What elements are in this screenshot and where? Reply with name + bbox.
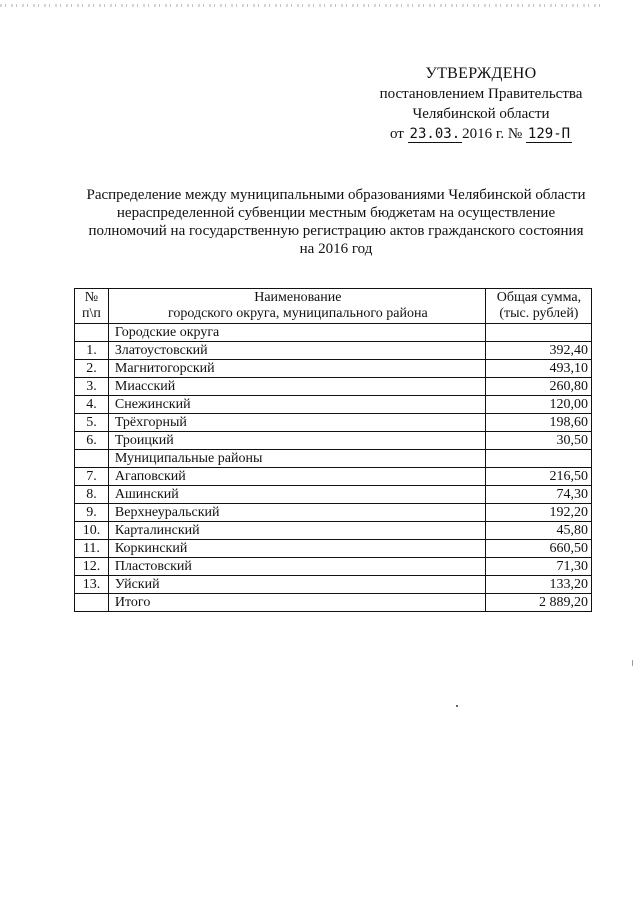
row-sum: 192,20: [485, 504, 591, 522]
table-header-row: [75, 289, 592, 324]
table-row: [75, 378, 592, 396]
row-number: 1.: [75, 342, 109, 360]
approval-heading: УТВЕРЖДЕНО: [425, 65, 537, 82]
table-row: [75, 342, 592, 360]
row-number: 11.: [75, 540, 109, 558]
row-name: Миасский: [108, 378, 485, 396]
total-label: Итого: [108, 594, 485, 612]
row-number: 3.: [75, 378, 109, 396]
row-name: Коркинский: [108, 540, 485, 558]
row-name: Ашинский: [108, 486, 485, 504]
approval-year: 2016 г. №: [462, 126, 523, 142]
table-row: [75, 360, 592, 378]
row-number: 8.: [75, 486, 109, 504]
approval-date: 23.03.: [409, 126, 461, 142]
approval-from-label: от: [389, 126, 404, 142]
total-sum: 2 889,20: [485, 594, 591, 612]
section-label: Городские округа: [108, 324, 485, 342]
header-sum-line-2: (тыс. рублей): [499, 306, 579, 321]
row-name: Верхнеуральский: [108, 504, 485, 522]
table-row: [75, 576, 592, 594]
header-name: [108, 289, 485, 324]
approval-date-line: [350, 124, 612, 144]
row-number: 7.: [75, 468, 109, 486]
approval-number: 129-П: [527, 126, 571, 142]
row-sum: 45,80: [485, 522, 591, 540]
distribution-table: [74, 288, 592, 612]
scan-artifact: [0, 4, 600, 7]
table-row: [75, 414, 592, 432]
row-number: 10.: [75, 522, 109, 540]
row-number: 12.: [75, 558, 109, 576]
row-name: Златоустовский: [108, 342, 485, 360]
scan-speck: [632, 660, 633, 666]
row-sum: 260,80: [485, 378, 591, 396]
header-name-line-1: Наименование: [254, 290, 342, 305]
section-label: Муниципальные районы: [108, 450, 485, 468]
row-number: 4.: [75, 396, 109, 414]
table-row: [75, 540, 592, 558]
table-row: [75, 504, 592, 522]
row-name: Магнитогорский: [108, 360, 485, 378]
approval-block: [350, 64, 612, 144]
row-sum: 74,30: [485, 486, 591, 504]
table-row: [75, 522, 592, 540]
scan-speck: [456, 705, 458, 707]
row-number: 13.: [75, 576, 109, 594]
title-line-4: на 2016 год: [299, 241, 373, 257]
row-number: 5.: [75, 414, 109, 432]
total-row: [75, 594, 592, 612]
approval-line-1: постановлением Правительства: [379, 86, 583, 102]
row-name: Трёхгорный: [108, 414, 485, 432]
header-number-line-2: п\п: [82, 306, 101, 321]
section-row: [75, 450, 592, 468]
row-sum: 493,10: [485, 360, 591, 378]
title-line-3: полномочий на государственную регистрацию актов гражданского состояния: [88, 223, 584, 239]
row-sum: 198,60: [485, 414, 591, 432]
title-line-1: Распределение между муниципальными образованиями Челябинской области: [86, 187, 586, 203]
table-row: [75, 432, 592, 450]
row-sum: 133,20: [485, 576, 591, 594]
table-row: [75, 468, 592, 486]
row-sum: 71,30: [485, 558, 591, 576]
row-name: Троицкий: [108, 432, 485, 450]
header-sum-line-1: Общая сумма,: [496, 290, 582, 305]
row-sum: 120,00: [485, 396, 591, 414]
row-sum: 30,50: [485, 432, 591, 450]
row-name: Агаповский: [108, 468, 485, 486]
row-name: Карталинский: [108, 522, 485, 540]
header-number: [75, 289, 109, 324]
row-name: Снежинский: [108, 396, 485, 414]
approval-line-2: Челябинской области: [412, 106, 550, 122]
row-sum: 660,50: [485, 540, 591, 558]
title-line-2: нераспределенной субвенции местным бюджетам на осуществление: [116, 205, 556, 221]
row-number: 9.: [75, 504, 109, 522]
row-number: 2.: [75, 360, 109, 378]
table-row: [75, 558, 592, 576]
section-row: [75, 324, 592, 342]
row-number: 6.: [75, 432, 109, 450]
header-number-line-1: №: [84, 290, 99, 305]
table-row: [75, 396, 592, 414]
row-sum: 392,40: [485, 342, 591, 360]
document-title: [78, 186, 594, 258]
table-row: [75, 486, 592, 504]
row-name: Уйский: [108, 576, 485, 594]
header-sum: [485, 289, 591, 324]
row-sum: 216,50: [485, 468, 591, 486]
row-name: Пластовский: [108, 558, 485, 576]
header-name-line-2: городского округа, муниципального района: [167, 306, 428, 321]
